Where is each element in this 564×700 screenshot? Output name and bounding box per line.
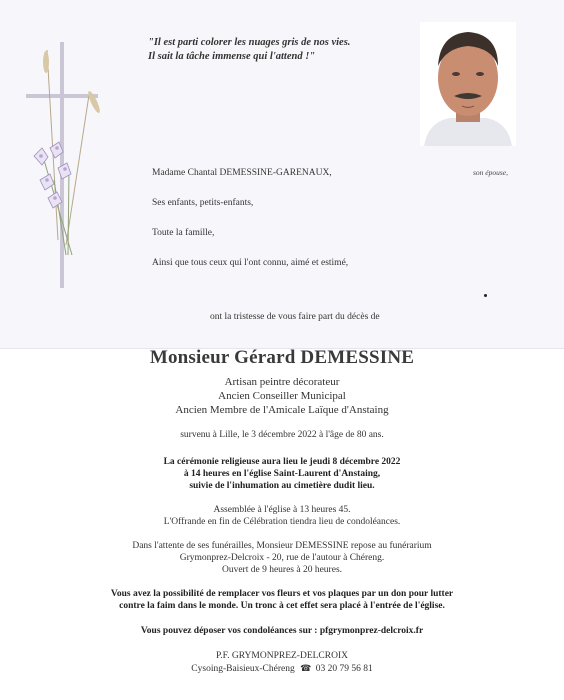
deceased-name: Monsieur Gérard DEMESSINE [149,347,415,368]
ceremony-line-3: suivie de l'inhumation au cimetière dudit lieu. [189,481,375,491]
funeral-home-line-1: Dans l'attente de ses funérailles, Monsieur DEMESSINE repose au funérarium [132,541,432,551]
ceremony-line-1: La cérémonie religieuse aura lieu le jeudi 8 décembre 2022 [163,457,401,467]
donation-line-1: Vous avez la possibilité de remplacer vos fleurs et vos plaques par un don pour lutter [110,589,454,599]
footer-contact [0,663,564,674]
donation-line-2: contre la faim dans le monde. Un tronc à cet effet sera placé à l'entrée de l'église. [119,601,445,611]
role-1: Artisan peintre décorateur [224,376,340,388]
funeral-home-line-3: Ouvert de 9 heures à 20 heures. [221,565,343,575]
everyone-line: Ainsi que tous ceux qui l'ont connu, aimé et estimé, [152,258,349,268]
paper-speck [484,294,487,297]
portrait-photo [420,22,516,146]
role-3: Ancien Membre de l'Amicale Laïque d'Anstaing [175,404,389,416]
footer-phone: 03 20 79 56 81 [315,664,373,674]
family-line: Toute la famille, [152,228,215,238]
footer-company: P.F. GRYMONPREZ-DELCROIX [216,651,348,661]
cross-flower-illustration [14,40,114,300]
spouse-line: Madame Chantal DEMESSINE-GARENAUX, [152,168,332,178]
quote-line-2: Il sait la tâche immense qui l'attend !" [148,51,316,62]
ceremony-line-2: à 14 heures en l'église Saint-Laurent d'Anstaing, [183,469,381,479]
telephone-icon: ☎ [300,663,312,673]
death-details: survenu à Lille, le 3 décembre 2022 à l'âge de 80 ans. [180,430,384,440]
announcement: ont la tristesse de vous faire part du décès de [210,312,380,322]
children-line: Ses enfants, petits-enfants, [152,198,254,208]
role-2: Ancien Conseiller Municipal [218,390,346,402]
quote [148,36,408,64]
funeral-home-line-2: Grymonprez-Delcroix - 20, rue de l'autour à Chéreng. [179,553,385,563]
spouse-note: son épouse, [473,168,508,177]
quote-line-1: "Il est parti colorer les nuages gris de nos vies. [148,37,351,48]
footer-location: Cysoing-Baisieux-Chéreng [191,664,295,674]
assembly-line-2: L'Offrande en fin de Célébration tiendra lieu de condoléances. [163,517,401,527]
assembly-line-1: Assemblée à l'église à 13 heures 45. [213,505,351,515]
condolences-line: Vous pouvez déposer vos condoléances sur : pfgrymonprez-delcroix.fr [140,626,424,636]
